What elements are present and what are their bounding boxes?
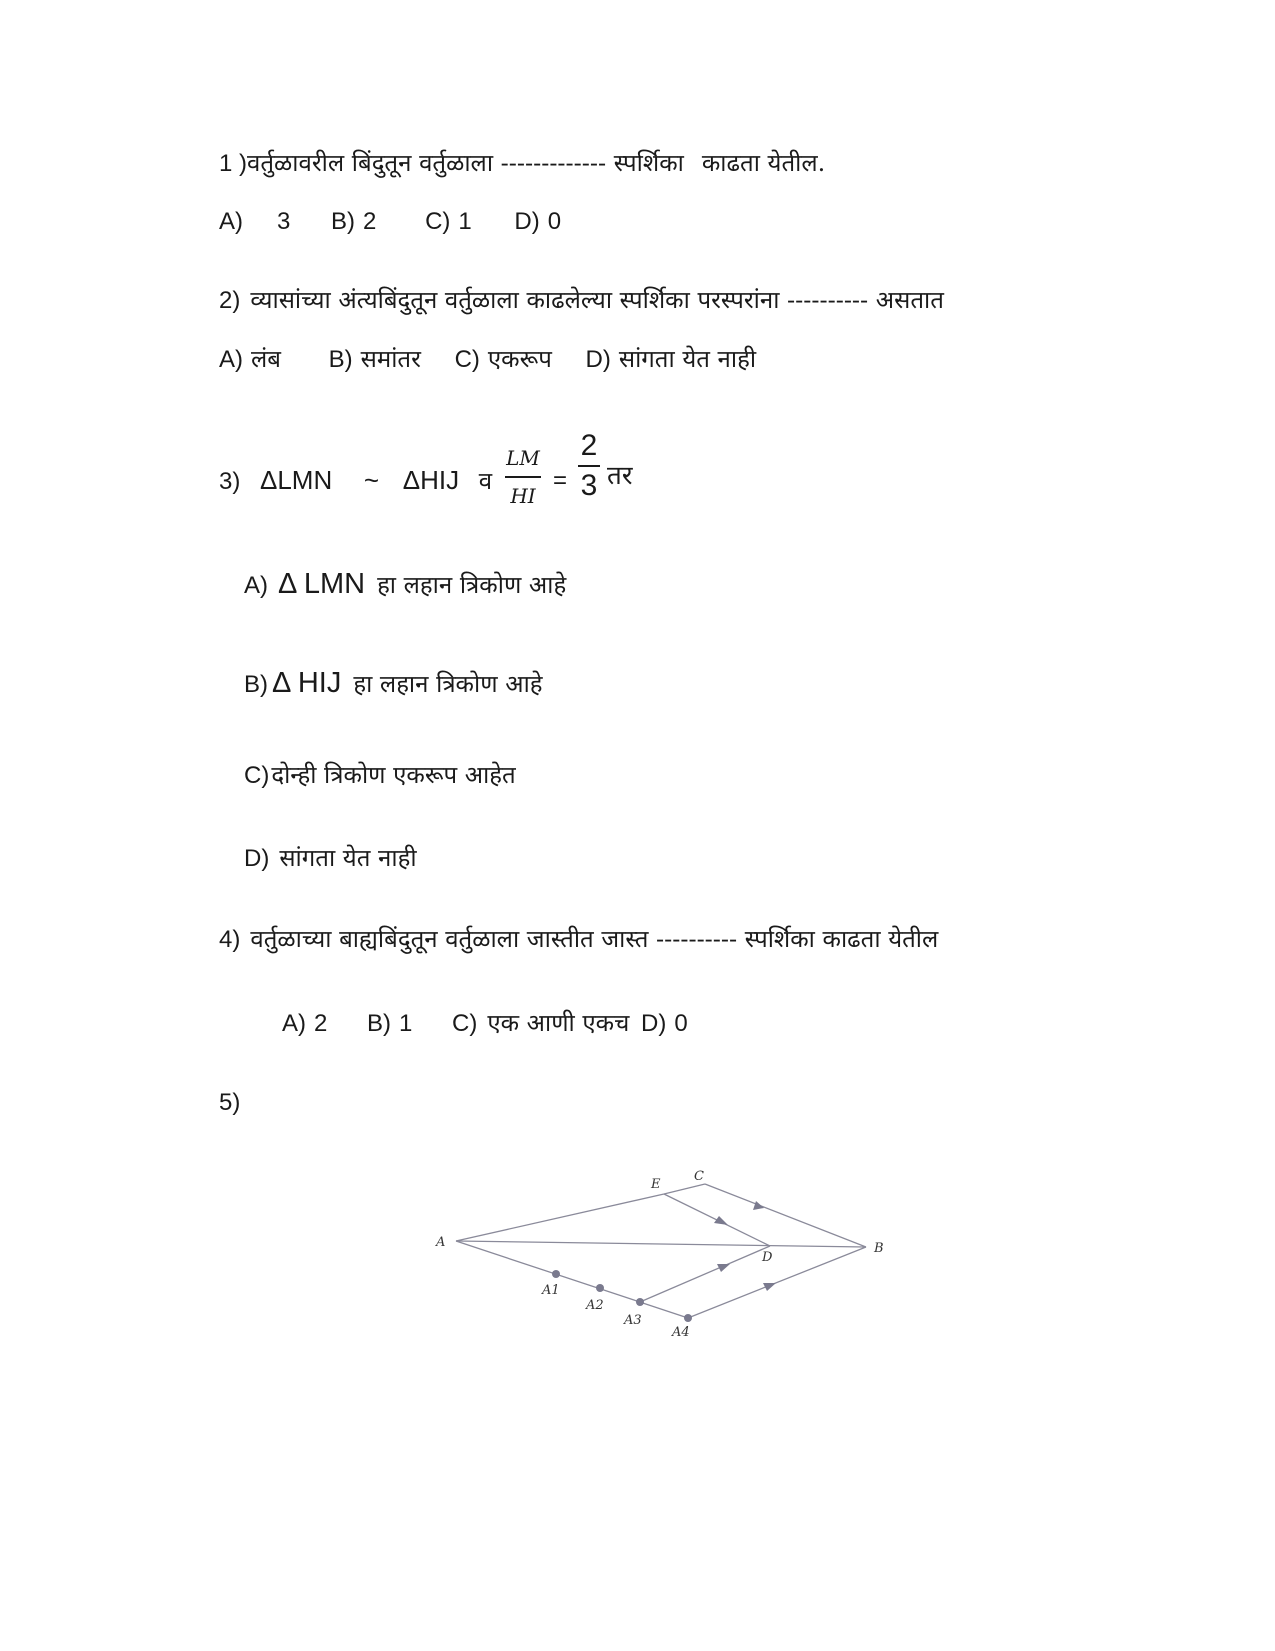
option-a-label: A)	[282, 1010, 306, 1037]
ratio-fraction	[578, 429, 600, 503]
option-c-label: C)	[452, 1010, 478, 1037]
similar-symbol: ~	[363, 465, 380, 495]
point-a2	[596, 1284, 604, 1292]
question-4-text: वर्तुळाच्या बाह्यबिंदुतून वर्तुळाला जास्तीत जास्त ---------- स्पर्शिका काढता येतील	[250, 925, 939, 953]
question-1-text-end: काढता येतील.	[701, 149, 826, 177]
option-c-label: C)	[244, 762, 270, 789]
option-c-value: एक आणी एकच	[487, 1009, 630, 1037]
triangle-lmn: ΔLMN	[259, 465, 333, 495]
label-e: E	[651, 1177, 661, 1192]
segment-a4-b	[688, 1247, 866, 1318]
option-c-text: दोन्ही त्रिकोण एकरूप आहेत	[271, 761, 516, 789]
label-a2: A2	[586, 1298, 604, 1313]
option-c-label: C)	[454, 346, 480, 373]
option-a-value: 2	[314, 1010, 328, 1037]
question-2-options	[219, 344, 756, 375]
option-d-text: सांगता येत नाही	[279, 844, 417, 872]
option-b-value: 2	[363, 208, 377, 235]
option-c-value: 1	[458, 208, 472, 235]
arrow-c-b	[753, 1201, 764, 1210]
point-a1	[552, 1270, 560, 1278]
segment-a-a4	[456, 1241, 688, 1318]
option-a-label: A)	[244, 572, 268, 599]
option-d-label: D)	[514, 208, 540, 235]
label-c: C	[694, 1169, 704, 1184]
question-3-option-b	[244, 668, 542, 700]
ratio-numerator: 2	[580, 429, 598, 462]
question-4-options	[282, 1008, 688, 1039]
label-a4: A4	[672, 1325, 690, 1340]
option-c-label: C)	[425, 208, 451, 235]
arrow-e-d	[714, 1216, 728, 1225]
segment-c-b	[705, 1184, 866, 1247]
option-b-label: B)	[328, 346, 353, 373]
segment-a-b	[456, 1241, 866, 1247]
fraction-numerator: LM	[506, 446, 540, 470]
option-b-value: समांतर	[360, 345, 421, 373]
option-d-label: D)	[244, 845, 270, 872]
question-4	[219, 924, 938, 955]
option-b-label: B)	[331, 208, 356, 235]
option-d-label: D)	[585, 346, 611, 373]
question-4-number: 4)	[219, 926, 241, 953]
question-3-number: 3)	[219, 468, 241, 495]
question-3-option-d	[244, 843, 417, 874]
segment-a-e	[456, 1194, 664, 1241]
option-d-label: D)	[640, 1010, 667, 1037]
question-5-number: 5)	[219, 1089, 241, 1116]
question-2	[219, 285, 944, 316]
question-1-number: 1 )	[219, 150, 248, 177]
segment-e-c	[664, 1184, 705, 1194]
label-b: B	[874, 1241, 884, 1256]
option-b-text: हा लहान त्रिकोण आहे	[353, 670, 543, 698]
option-a-label: A)	[219, 208, 243, 235]
question-1	[219, 148, 825, 179]
option-a-value: लंब	[251, 345, 281, 373]
question-3-option-a	[244, 569, 566, 601]
label-d: D	[762, 1250, 773, 1265]
point-a3	[636, 1298, 644, 1306]
option-b-value: 1	[399, 1010, 413, 1037]
option-b-triangle: Δ HIJ	[272, 667, 342, 699]
option-a-value: 3	[277, 208, 291, 235]
option-c-value: एकरूप	[487, 345, 552, 373]
triangle-hij: ΔHIJ	[402, 465, 460, 495]
option-d-value: 0	[547, 208, 562, 235]
question-1-text: वर्तुळावरील बिंदुतून वर्तुळाला ------------- स्पर्शिका	[247, 149, 684, 177]
question-3-tail: तर	[607, 461, 633, 491]
option-a-text: हा लहान त्रिकोण आहे	[377, 571, 567, 599]
option-d-value: 0	[674, 1010, 688, 1037]
label-a3: A3	[624, 1313, 642, 1328]
question-1-options	[219, 207, 561, 237]
question-3-option-c	[244, 760, 516, 791]
option-a-label: A)	[219, 346, 243, 373]
option-b-label: B)	[367, 1010, 391, 1037]
fraction-bar	[505, 476, 541, 478]
question-2-text: व्यासांच्या अंत्यबिंदुतून वर्तुळाला काढलेल्या स्पर्शिका परस्परांना ---------- असतात	[250, 286, 944, 314]
option-b-label: B)	[244, 671, 268, 698]
point-a4	[684, 1314, 692, 1322]
question-2-number: 2)	[219, 287, 241, 314]
geometry-figure	[420, 1160, 900, 1340]
fraction-denominator: HI	[510, 484, 536, 508]
ratio-denominator: 3	[580, 469, 598, 502]
option-a-triangle: Δ LMN	[278, 568, 366, 600]
question-3	[219, 465, 492, 497]
label-a: A	[436, 1235, 446, 1250]
conjunction: व	[478, 467, 493, 495]
fraction-lm-hi	[505, 446, 541, 508]
label-a1: A1	[542, 1283, 560, 1298]
equals-sign: =	[553, 467, 568, 494]
option-d-value: सांगता येत नाही	[618, 345, 757, 373]
ratio-bar	[578, 465, 600, 467]
